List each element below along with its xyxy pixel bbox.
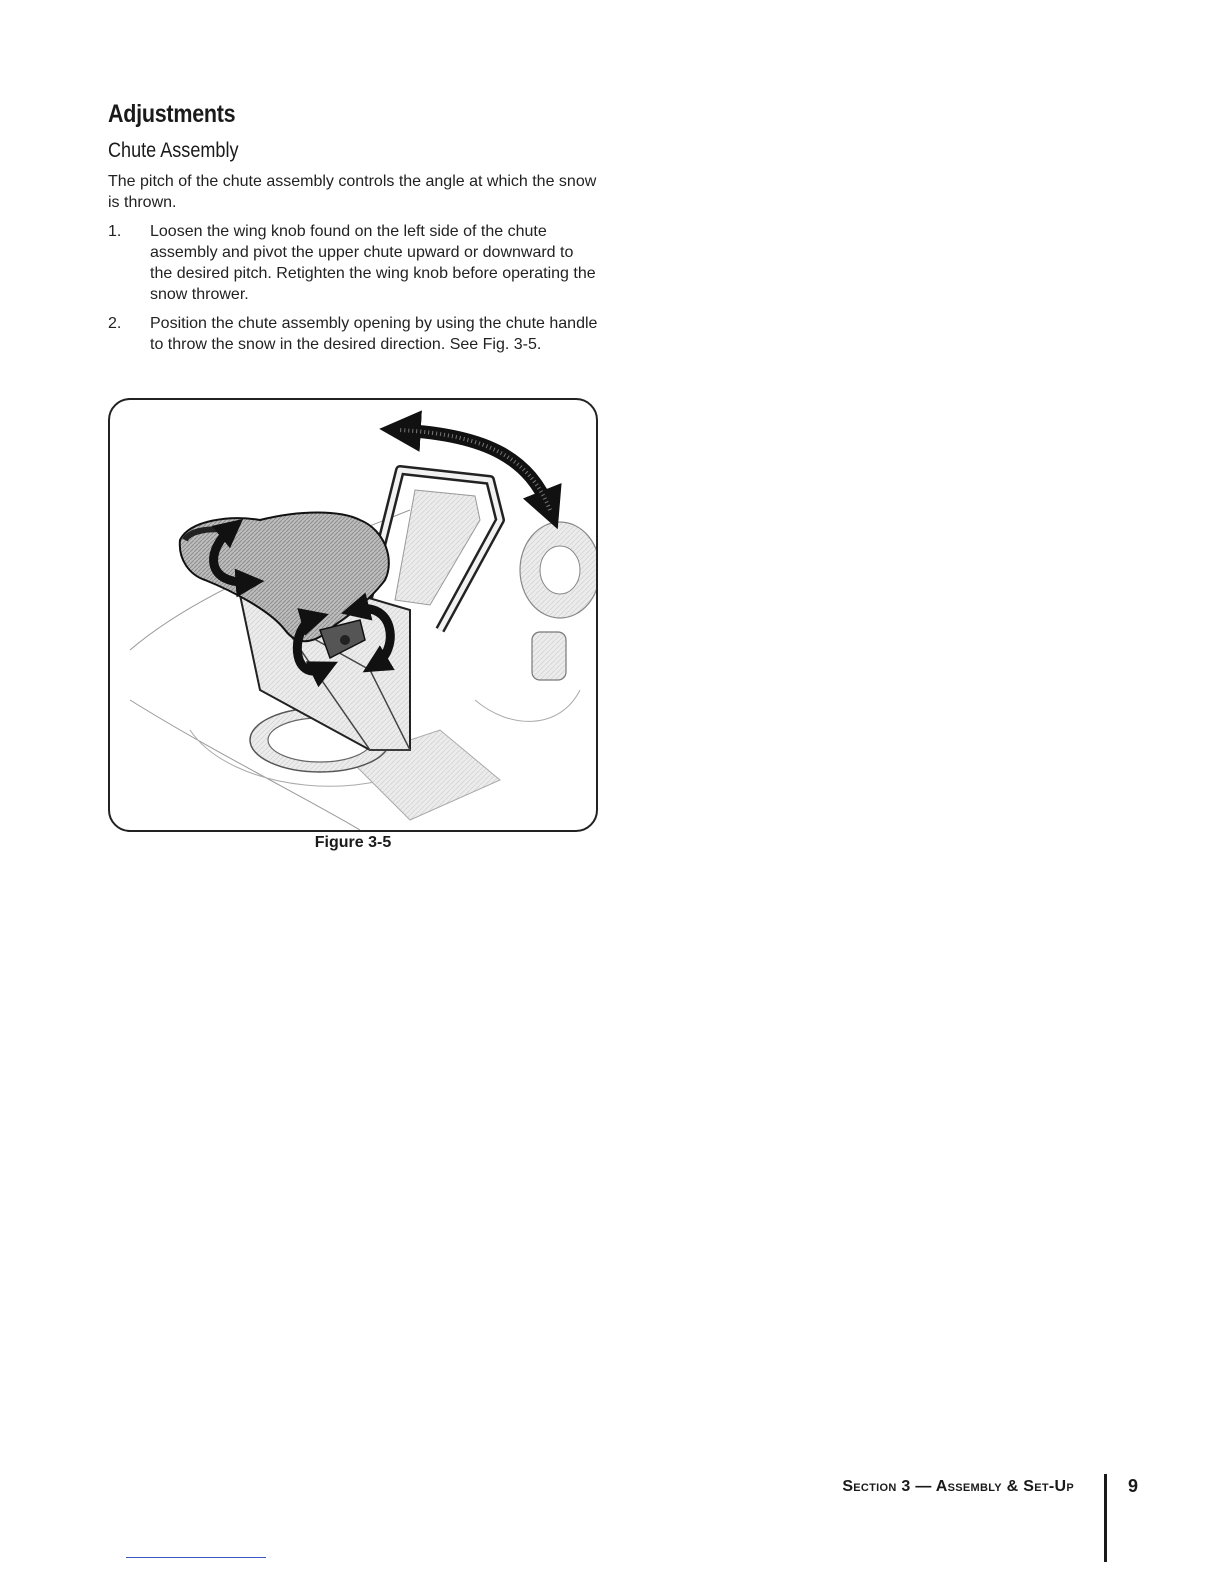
figure-caption: Figure 3-5 xyxy=(314,834,392,851)
intro-paragraph: The pitch of the chute assembly controls the angle at which the snow is thrown. xyxy=(108,173,597,211)
content-column xyxy=(108,100,598,363)
list-item xyxy=(108,221,598,305)
bottom-rule xyxy=(126,1557,266,1558)
chute-assembly-drawing xyxy=(110,400,596,830)
footer-section-title: Section 3 — Assembly & Set-Up xyxy=(842,1478,1074,1495)
list-item xyxy=(108,313,598,355)
steps-list xyxy=(108,221,598,355)
step-number: 2. xyxy=(108,315,122,332)
step-text: Position the chute assembly opening by using the chute handle to throw the snow in the desired direction. See Fig. 3-5. xyxy=(150,315,598,353)
subsection-heading: Chute Assembly xyxy=(108,139,239,162)
section-heading: Adjustments xyxy=(108,100,236,128)
step-text: Loosen the wing knob found on the left side of the chute assembly and pivot the upper chute upward or downward to the desired pitch. Retighten the wing knob before operating the snow thrower. xyxy=(150,223,596,303)
step-number: 1. xyxy=(108,223,122,240)
footer-divider xyxy=(1104,1474,1107,1562)
page-number: 9 xyxy=(1128,1476,1139,1496)
figure-illustration xyxy=(108,398,598,832)
